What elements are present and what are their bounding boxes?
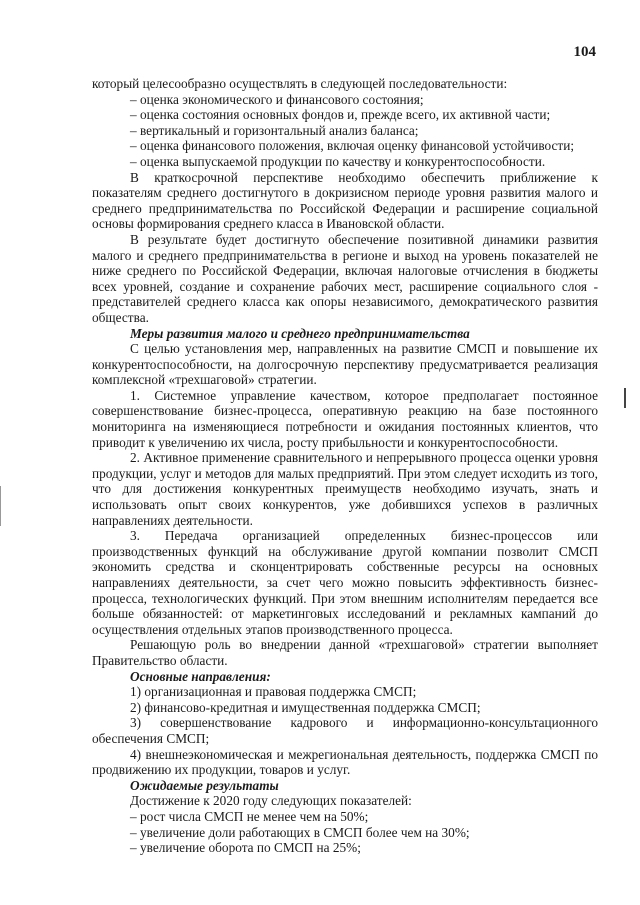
paragraph-20: Достижение к 2020 году следующих показателей: <box>130 793 412 809</box>
paragraph-10: 1. Системное управление качеством, которое предполагает постоянное совершенствование бизнес-процесса, оперативную реакцию на базе постоянного мониторинга на изменяющиеся потребности и ожидания постоянных клиентов, что приводит к увеличению их числа, росту прибыльности и конкурентоспособности. <box>92 387 598 450</box>
result-item-2: – увеличение доли работающих в СМСП более чем на 30%; <box>130 824 470 840</box>
list-item-2: – оценка состояния основных фондов и, прежде всего, их активной части; <box>130 107 551 123</box>
list-item-1: – оценка экономического и финансового состояния; <box>130 91 424 107</box>
paragraph-11: 2. Активное применение сравнительного и непрерывного процесса оценки уровня продукции, услуг и методов для малых предприятий. При этом следует исходить из того, что для достижения конкурентных преимуществ необходимо изучать, знать и использовать опыт своих конкурентов, уже добившихся успехов в различных направлениях деятельности. <box>92 450 598 528</box>
direction-item-1: 1) организационная и правовая поддержка СМСП; <box>130 684 417 700</box>
paragraph-13: Решающую роль во внедрении данной «трехшаговой» стратегии выполняет Правительство области. <box>92 637 598 668</box>
list-item-5: – оценка выпускаемой продукции по качеству и конкурентоспособности. <box>130 153 546 169</box>
paragraph-6: В краткосрочной перспективе необходимо обеспечить приближение к показателям среднего достигнутого в докризисном периоде уровня развития малого и среднего предпринимательства по Российской Федерации и расширение социальной основы формирования среднего класса в Ивановской области. <box>92 169 598 232</box>
paragraph-12: 3. Передача организацией определенных бизнес-процессов или производственных функций на обслуживание другой компании позволит СМСП экономить средства и сконцентрировать собственные ресурсы на основных направлениях деятельности, за счет чего можно повысить эффективность бизнес-процесса, технологических функций. При этом внешним исполнителям передается все больше обязанностей: от маркетинговых исследований и рекламных кампаний до осуществления отдельных этапов производственного процесса. <box>92 528 598 637</box>
paragraph-9: С целью установления мер, направленных на развитие СМСП и повышение их конкурентоспособности, на долгосрочную перспективу предусматривается реализация комплексной «трехшаговой» стратегии. <box>92 341 598 388</box>
result-item-3: – увеличение оборота по СМСП на 25%; <box>130 840 361 856</box>
paragraph-7: В результате будет достигнуто обеспечение позитивной динамики развития малого и среднего предпринимательства в регионе и выход на уровень показателей не ниже среднего по Российской Федерации, включая налоговые отчисления в бюджеты всех уровней, создание и сохранение рабочих мест, расширение социального слоя - представителей среднего класса как опоры независимого, демократического развития общества. <box>92 231 598 325</box>
direction-item-3: 3) совершенствование кадрового и информационно-консультационного обеспечения СМСП; <box>92 715 598 746</box>
direction-item-2: 2) финансово-кредитная и имущественная поддержка СМСП; <box>130 699 481 715</box>
page-number: 104 <box>573 44 596 60</box>
direction-item-4: 4) внешнеэкономическая и межрегиональная деятельность, поддержка СМСП по продвижению их продукции, товаров и услуг. <box>92 746 598 778</box>
section-heading-directions: Основные направления: <box>130 668 271 684</box>
document-body <box>92 76 598 856</box>
section-heading-results: Ожидаемые результаты <box>130 777 279 793</box>
margin-mark <box>624 388 626 408</box>
list-item-3: – вертикальный и горизонтальный анализ баланса; <box>130 122 419 138</box>
scan-edge-mark <box>0 486 1 526</box>
result-item-1: – рост числа СМСП не менее чем на 50%; <box>130 808 369 824</box>
list-item-4: – оценка финансового положения, включая оценку финансовой устойчивости; <box>130 138 575 154</box>
section-heading-measures: Меры развития малого и среднего предпринимательства <box>130 325 470 341</box>
paragraph-0: который целесообразно осуществлять в следующей последовательности: <box>92 76 508 91</box>
